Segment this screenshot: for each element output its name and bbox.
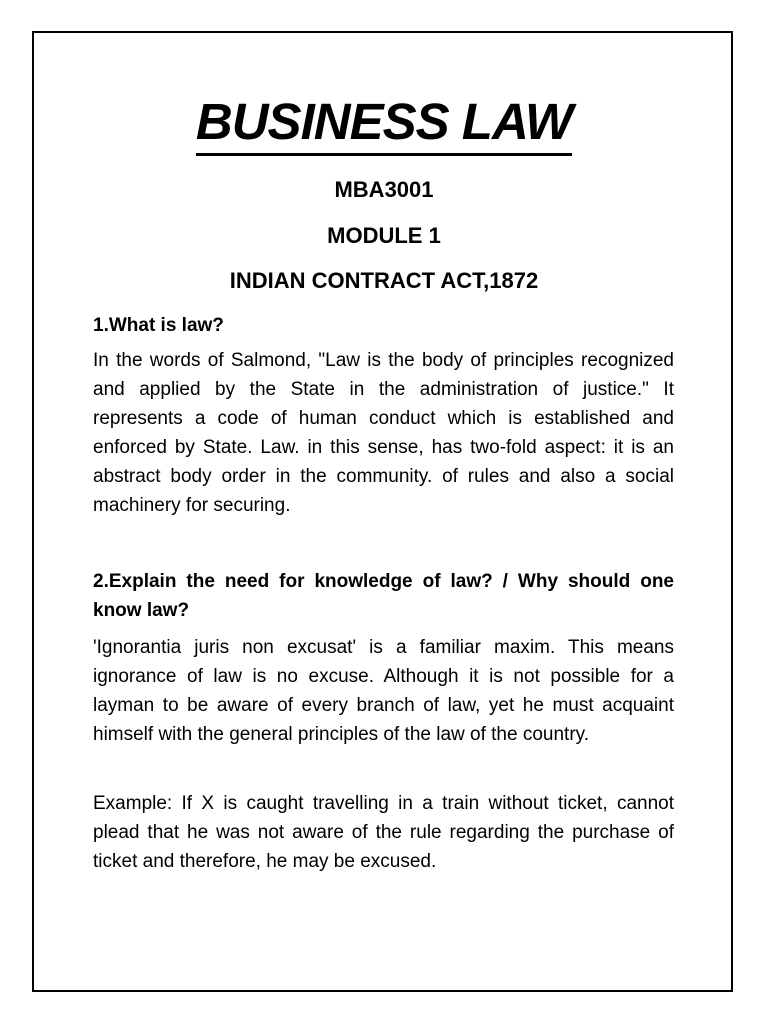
course-code: MBA3001 — [334, 177, 434, 202]
section-2-body — [93, 633, 674, 749]
document-title-wrapper — [0, 92, 768, 156]
section-1-heading: 1.What is law? — [93, 315, 224, 336]
section-2-paragraph-1: 'Ignorantia juris non excusat' is a familiar maxim. This means ignorance of law is no excuse. Although it is not possible for a layman to be aware of every branch of law, yet he must acquaint himself with the general principles of the law of the country. — [93, 637, 674, 745]
section-2-heading: 2.Explain the need for knowledge of law? / Why should one know law? — [93, 571, 674, 621]
section-2-example — [93, 789, 674, 876]
section-1-body — [93, 346, 674, 520]
section-2 — [93, 567, 674, 625]
section-2-paragraph-2: Example: If X is caught travelling in a train without ticket, cannot plead that he was not aware of the rule regarding the purchase of ticket and therefore, he may be excused. — [93, 793, 674, 872]
document-title: BUSINESS LAW — [196, 92, 572, 156]
section-1-paragraph-1: In the words of Salmond, "Law is the body of principles recognized and applied by the State in the administration of justice." It represents a code of human conduct which is established and enforced by State. Law. in this sense, has two-fold aspect: it is an abstract body order in the community. of rules and also a social machinery for securing. — [93, 350, 674, 516]
subject-title: INDIAN CONTRACT ACT,1872 — [229, 268, 539, 293]
section-1 — [93, 311, 674, 340]
module-label: MODULE 1 — [327, 223, 441, 248]
